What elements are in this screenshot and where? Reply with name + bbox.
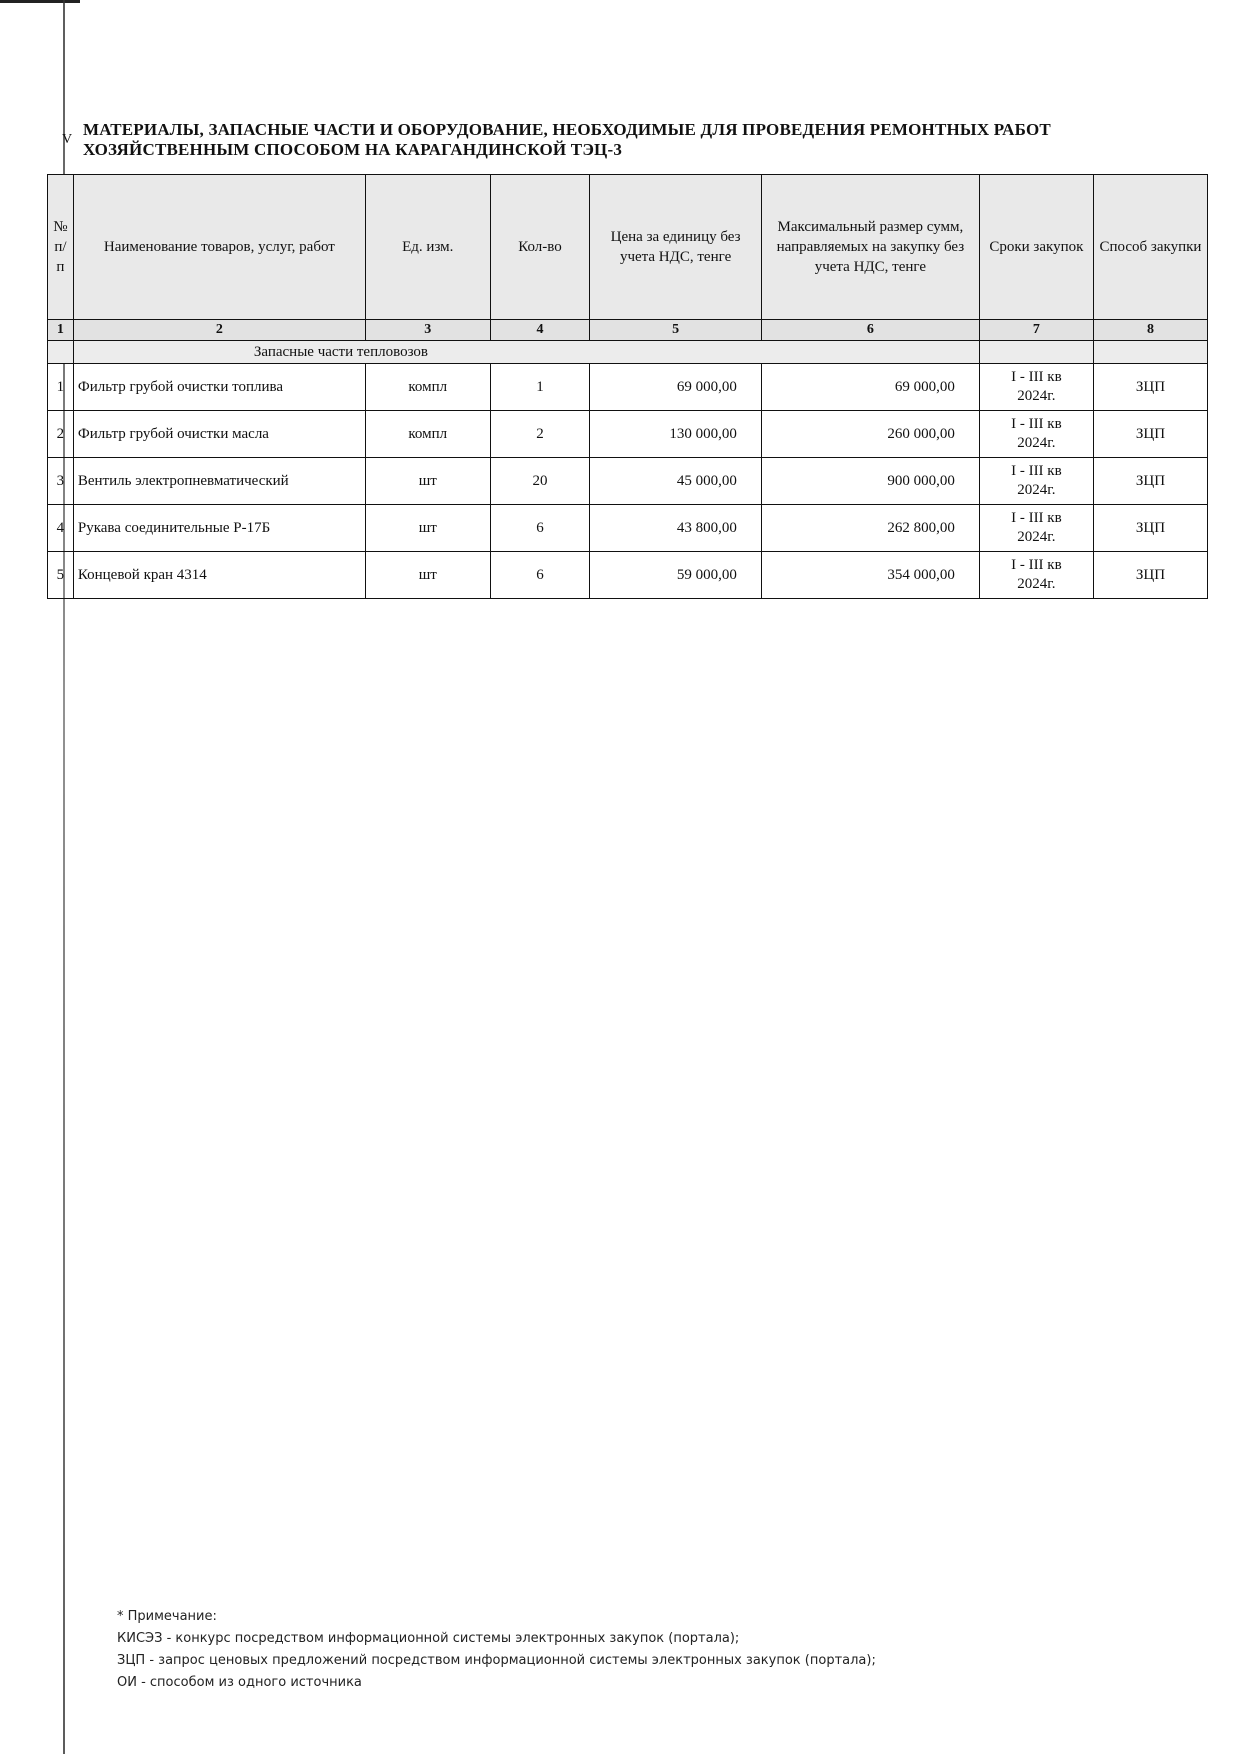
row-term-quarter: I - III кв: [1011, 557, 1062, 573]
header-unit: Ед. изм.: [365, 175, 490, 320]
row-qty: 6: [490, 552, 590, 599]
header-method: Способ закупки: [1093, 175, 1207, 320]
header-qty: Кол-во: [490, 175, 590, 320]
footnote-line: КИСЭЗ - конкурс посредством информационной системы электронных закупок (портала);: [117, 1631, 740, 1646]
row-term-quarter: I - III кв: [1011, 416, 1062, 432]
row-price: 59 000,00: [590, 552, 762, 599]
row-max-amount: 262 800,00: [761, 505, 979, 552]
scan-artifact-top: [0, 0, 80, 3]
header-no: № п/п: [48, 175, 74, 320]
row-max-amount: 260 000,00: [761, 411, 979, 458]
column-number: 5: [590, 320, 762, 341]
row-max-amount: 69 000,00: [761, 364, 979, 411]
row-unit: шт: [365, 505, 490, 552]
row-method: ЗЦП: [1093, 411, 1207, 458]
column-number: 2: [73, 320, 365, 341]
row-method: ЗЦП: [1093, 364, 1207, 411]
header-max-amount: Максимальный размер сумм, направляемых на закупку без учета НДС, тенге: [761, 175, 979, 320]
table-row: [48, 505, 1208, 552]
row-qty: 20: [490, 458, 590, 505]
column-number: 8: [1093, 320, 1207, 341]
row-term: [979, 458, 1093, 505]
row-name: Рукава соединительные Р-17Б: [73, 505, 365, 552]
row-name: Фильтр грубой очистки топлива: [73, 364, 365, 411]
section-row: [48, 341, 1208, 364]
row-term-year: 2024г.: [1017, 482, 1056, 498]
footnote-line: ОИ - способом из одного источника: [117, 1675, 362, 1690]
row-no: 4: [48, 505, 74, 552]
footnote-heading: * Примечание:: [117, 1609, 217, 1624]
table-row: [48, 411, 1208, 458]
row-max-amount: 900 000,00: [761, 458, 979, 505]
row-price: 69 000,00: [590, 364, 762, 411]
procurement-table: [47, 174, 1208, 599]
title-line-1: МАТЕРИАЛЫ, ЗАПАСНЫЕ ЧАСТИ И ОБОРУДОВАНИЕ, НЕОБХОДИМЫЕ ДЛЯ ПРОВЕДЕНИЯ РЕМОНТНЫХ РАБОТ: [83, 120, 1051, 139]
column-number: 6: [761, 320, 979, 341]
table-row: [48, 364, 1208, 411]
row-price: 43 800,00: [590, 505, 762, 552]
row-name: Концевой кран 4314: [73, 552, 365, 599]
footnote: [117, 1606, 876, 1694]
row-unit: шт: [365, 552, 490, 599]
row-term: [979, 505, 1093, 552]
row-term: [979, 364, 1093, 411]
row-qty: 1: [490, 364, 590, 411]
row-method: ЗЦП: [1093, 458, 1207, 505]
row-no: 3: [48, 458, 74, 505]
row-qty: 6: [490, 505, 590, 552]
row-price: 130 000,00: [590, 411, 762, 458]
row-unit: компл: [365, 364, 490, 411]
row-term-year: 2024г.: [1017, 388, 1056, 404]
row-no: 5: [48, 552, 74, 599]
table-header-row: [48, 175, 1208, 320]
row-term-year: 2024г.: [1017, 529, 1056, 545]
row-no: 1: [48, 364, 74, 411]
row-unit: компл: [365, 411, 490, 458]
row-no: 2: [48, 411, 74, 458]
column-number: 1: [48, 320, 74, 341]
row-term: [979, 552, 1093, 599]
column-number: 7: [979, 320, 1093, 341]
title-line-2: ХОЗЯЙСТВЕННЫМ СПОСОБОМ НА КАРАГАНДИНСКОЙ ТЭЦ-3: [83, 140, 623, 159]
row-price: 45 000,00: [590, 458, 762, 505]
header-term: Сроки закупок: [979, 175, 1093, 320]
row-max-amount: 354 000,00: [761, 552, 979, 599]
header-price: Цена за единицу без учета НДС, тенге: [590, 175, 762, 320]
row-name: Фильтр грубой очистки масла: [73, 411, 365, 458]
row-term-quarter: I - III кв: [1011, 510, 1062, 526]
row-method: ЗЦП: [1093, 552, 1207, 599]
column-number: 3: [365, 320, 490, 341]
row-unit: шт: [365, 458, 490, 505]
section-title: Запасные части тепловозов: [73, 341, 979, 364]
section-marker: V: [62, 132, 73, 147]
row-term-year: 2024г.: [1017, 435, 1056, 451]
column-number: 4: [490, 320, 590, 341]
header-name: Наименование товаров, услуг, работ: [73, 175, 365, 320]
table-row: [48, 552, 1208, 599]
row-term-quarter: I - III кв: [1011, 369, 1062, 385]
row-qty: 2: [490, 411, 590, 458]
footnote-line: ЗЦП - запрос ценовых предложений посредством информационной системы электронных закупок (портала);: [117, 1653, 876, 1668]
row-term-year: 2024г.: [1017, 576, 1056, 592]
column-number-row: [48, 320, 1208, 341]
row-term: [979, 411, 1093, 458]
row-method: ЗЦП: [1093, 505, 1207, 552]
row-name: Вентиль электропневматический: [73, 458, 365, 505]
row-term-quarter: I - III кв: [1011, 463, 1062, 479]
table-row: [48, 458, 1208, 505]
document-title: [83, 120, 1163, 160]
